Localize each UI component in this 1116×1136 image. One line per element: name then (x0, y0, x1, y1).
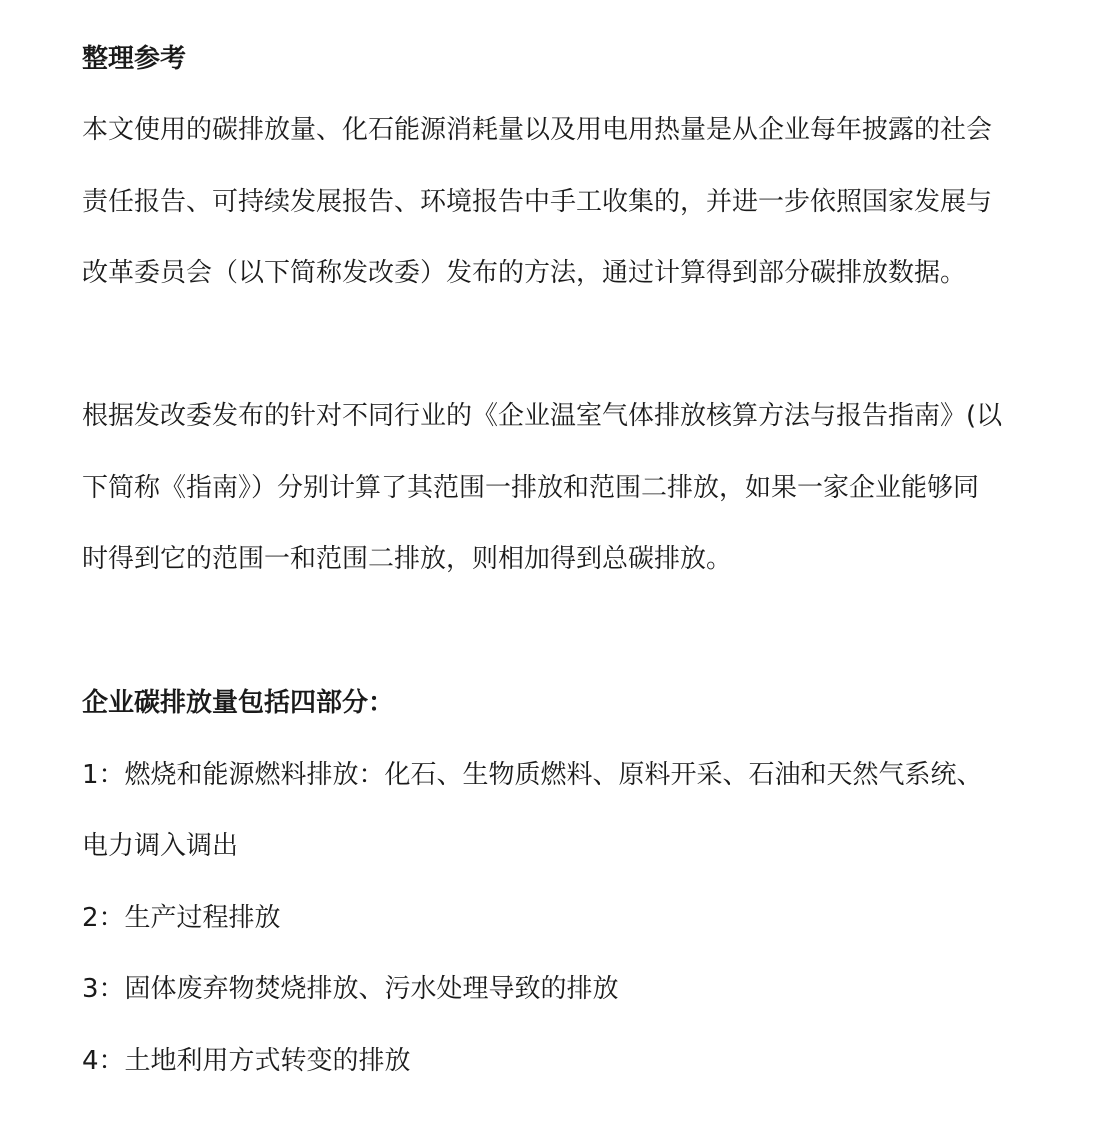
list-item-1-line2: 电力调入调出 (82, 831, 239, 861)
list-item-1-line1: 1：燃烧和能源燃料排放：化石、生物质燃料、原料开采、石油和天然气系统、 (82, 760, 983, 790)
list-item-3: 3：固体废弃物焚烧排放、污水处理导致的排放 (82, 974, 619, 1004)
paragraph1-line2: 责任报告、可持续发展报告、环境报告中手工收集的，并进一步依照国家发展与 (82, 187, 993, 217)
paragraph1-line1: 本文使用的碳排放量、化石能源消耗量以及用电用热量是从企业每年披露的社会 (82, 115, 993, 145)
list-item-4: 4：土地利用方式转变的排放 (82, 1046, 411, 1076)
heading-four-parts: 企业碳排放量包括四部分： (82, 688, 395, 718)
paragraph2-line2: 下简称《指南》）分别计算了其范围一排放和范围二排放，如果一家企业能够同 (82, 473, 980, 503)
paragraph1-line3: 改革委员会（以下简称发改委）发布的方法，通过计算得到部分碳排放数据。 (82, 258, 967, 288)
paragraph2-line3: 时得到它的范围一和范围二排放，则相加得到总碳排放。 (82, 544, 733, 574)
heading-reference: 整理参考 (82, 44, 187, 74)
list-item-2: 2：生产过程排放 (82, 903, 281, 933)
paragraph2-line1: 根据发改委发布的针对不同行业的《企业温室气体排放核算方法与报告指南》(以 (82, 401, 1003, 431)
